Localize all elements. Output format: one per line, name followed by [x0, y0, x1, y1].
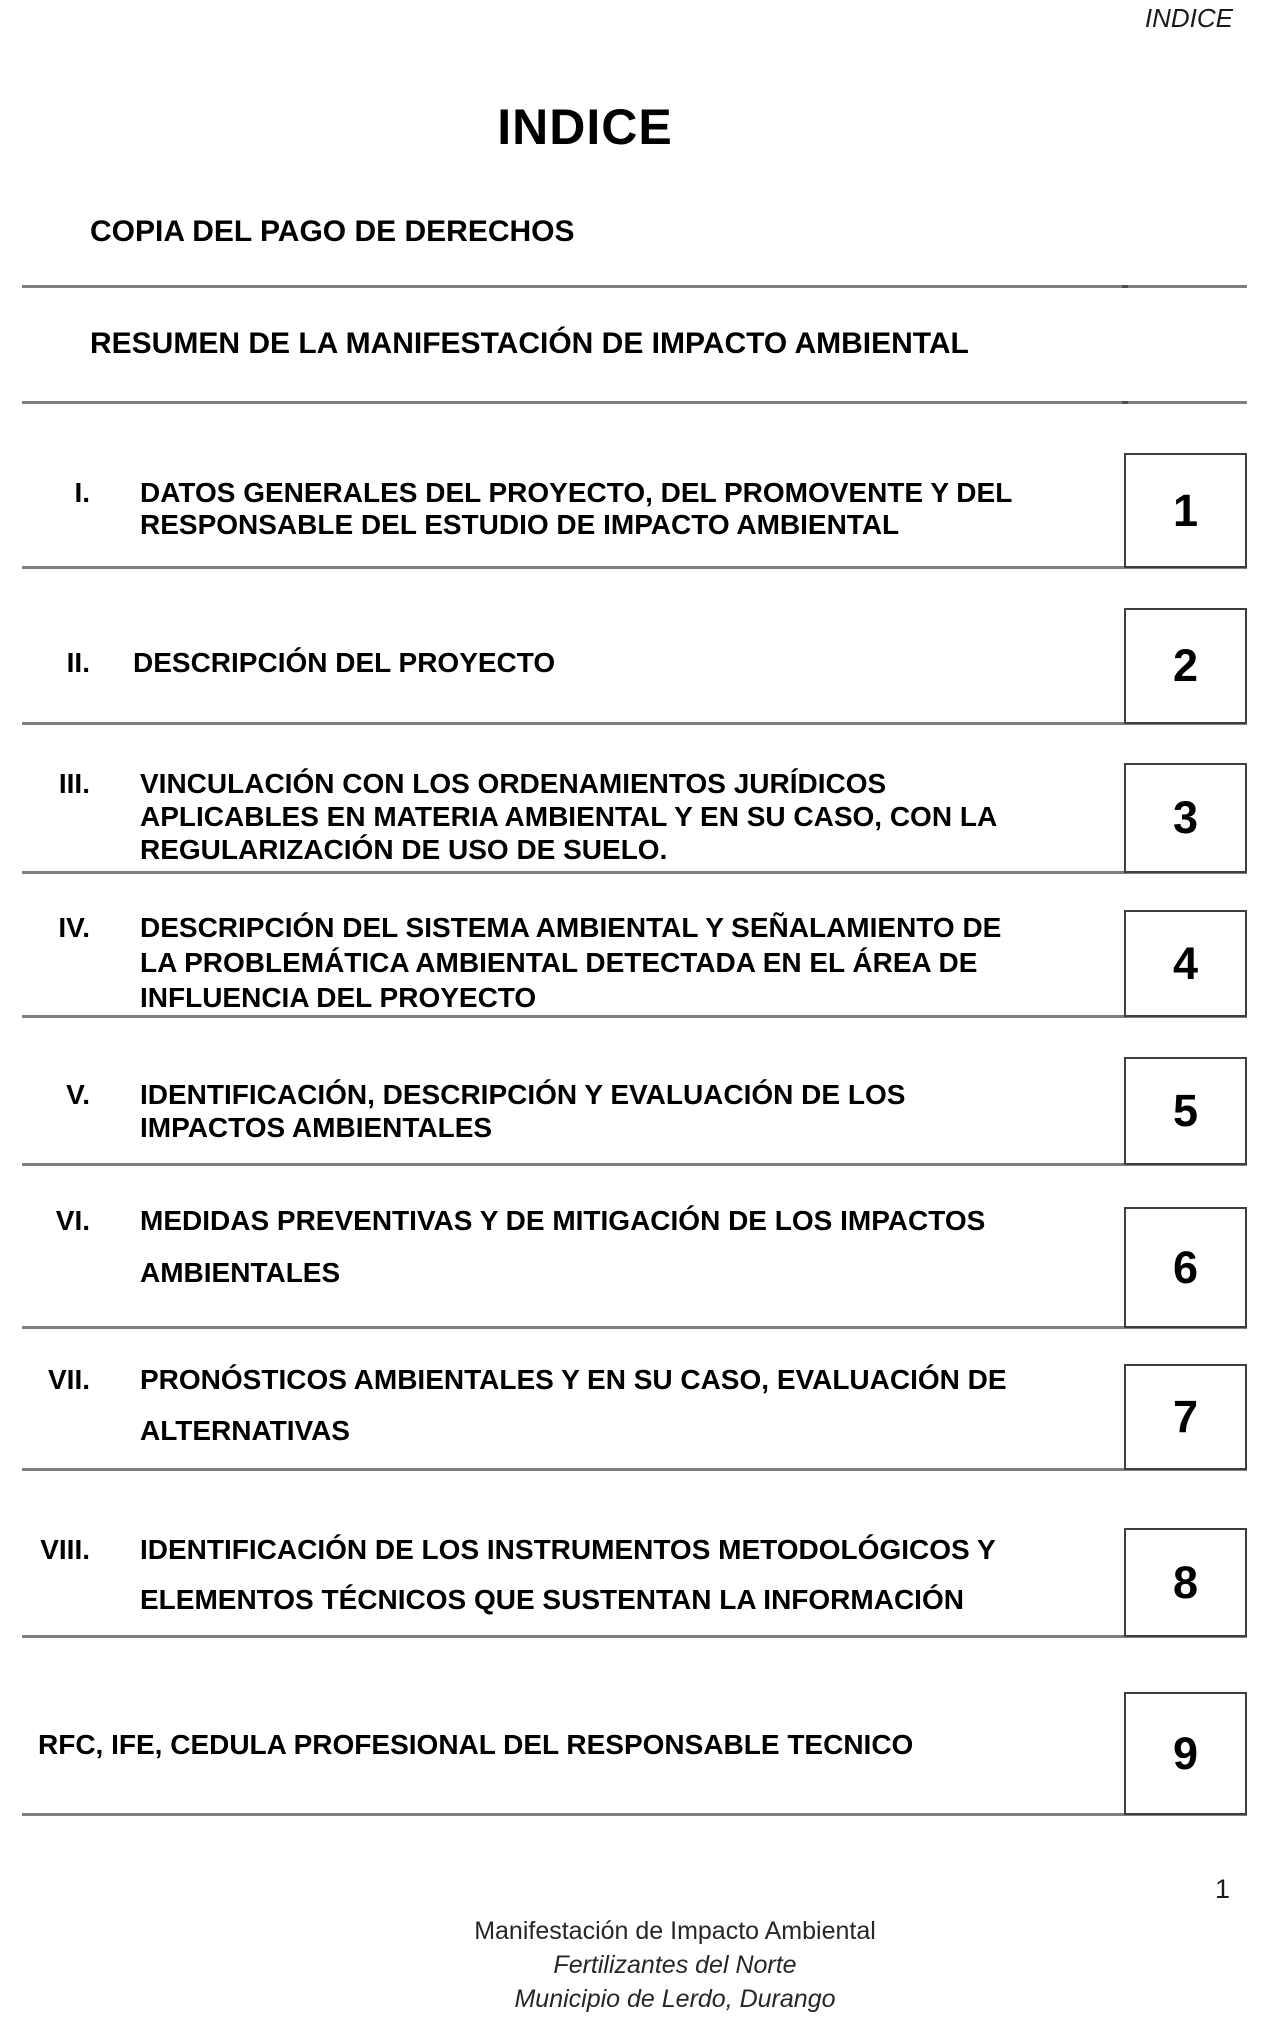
toc-numeral-V: V. — [66, 1079, 90, 1110]
row-divider — [22, 871, 1247, 874]
page-number: 1 — [1214, 1874, 1230, 1904]
toc-item-VI-line-1: MEDIDAS PREVENTIVAS Y DE MITIGACIÓN DE LOS IMPACTOS — [140, 1205, 986, 1236]
toc-numeral-III: III. — [58, 768, 90, 799]
toc-entry-copia-pago: COPIA DEL PAGO DE DERECHOS — [90, 215, 575, 248]
page-number-box-2: 2 — [1124, 608, 1247, 724]
page-number-box-9: 9 — [1124, 1692, 1247, 1815]
page-number-box-8: 8 — [1124, 1528, 1247, 1637]
page-number-box-4: 4 — [1124, 910, 1247, 1017]
toc-item-V-line-2: IMPACTOS AMBIENTALES — [140, 1112, 493, 1143]
toc-item-VIII-line-2: ELEMENTOS TÉCNICOS QUE SUSTENTAN LA INFORMACIÓN — [140, 1584, 964, 1615]
toc-numeral-VII: VII. — [47, 1364, 90, 1395]
footer-company-name: Fertilizantes del Norte — [553, 1951, 797, 1979]
footer-location: Municipio de Lerdo, Durango — [514, 1985, 836, 2013]
toc-item-VII-line-1: PRONÓSTICOS AMBIENTALES Y EN SU CASO, EVALUACIÓN DE — [140, 1364, 1007, 1395]
row-divider — [22, 401, 1247, 404]
toc-entry-resumen: RESUMEN DE LA MANIFESTACIÓN DE IMPACTO AMBIENTAL — [90, 327, 969, 360]
running-head: INDICE — [1144, 3, 1233, 33]
toc-item-IV-line-3: INFLUENCIA DEL PROYECTO — [140, 982, 537, 1013]
toc-numeral-II: II. — [66, 647, 90, 678]
page-title: INDICE — [497, 99, 673, 155]
footer-document-title: Manifestación de Impacto Ambiental — [474, 1917, 876, 1945]
toc-item-VII-line-2: ALTERNATIVAS — [140, 1415, 350, 1446]
column-divider-tick — [1122, 285, 1128, 288]
toc-item-III-line-1: VINCULACIÓN CON LOS ORDENAMIENTOS JURÍDICOS — [140, 768, 887, 799]
toc-item-V-line-1: IDENTIFICACIÓN, DESCRIPCIÓN Y EVALUACIÓN DE LOS — [140, 1079, 906, 1110]
toc-item-II-line-1: DESCRIPCIÓN DEL PROYECTO — [133, 647, 556, 678]
toc-item-VI-line-2: AMBIENTALES — [140, 1257, 341, 1288]
toc-item-I-line-2: RESPONSABLE DEL ESTUDIO DE IMPACTO AMBIENTAL — [140, 509, 900, 540]
toc-item-I-line-1: DATOS GENERALES DEL PROYECTO, DEL PROMOVENTE Y DEL — [140, 477, 1013, 508]
row-divider — [22, 1635, 1247, 1638]
row-divider — [22, 1163, 1247, 1166]
row-divider — [22, 722, 1247, 725]
row-divider — [22, 566, 1247, 569]
page-number-box-7: 7 — [1124, 1364, 1247, 1470]
toc-item-IV-line-2: LA PROBLEMÁTICA AMBIENTAL DETECTADA EN EL ÁREA DE — [140, 947, 978, 978]
page-number-box-3: 3 — [1124, 763, 1247, 873]
toc-numeral-I: I. — [74, 477, 90, 508]
column-divider-tick — [1122, 401, 1128, 404]
page-number-box-5: 5 — [1124, 1057, 1247, 1165]
row-divider — [22, 1468, 1247, 1471]
toc-item-IV-line-1: DESCRIPCIÓN DEL SISTEMA AMBIENTAL Y SEÑALAMIENTO DE — [140, 912, 1002, 943]
toc-item-VIII-line-1: IDENTIFICACIÓN DE LOS INSTRUMENTOS METODOLÓGICOS Y — [140, 1534, 996, 1565]
toc-item-III-line-2: APLICABLES EN MATERIA AMBIENTAL Y EN SU CASO, CON LA — [140, 801, 998, 832]
toc-numeral-VI: VI. — [55, 1205, 90, 1236]
page-number-box-6: 6 — [1124, 1207, 1247, 1328]
row-divider — [22, 1326, 1247, 1329]
toc-numeral-IV: IV. — [58, 912, 90, 943]
row-divider — [22, 285, 1247, 288]
row-divider — [22, 1813, 1247, 1816]
toc-entry-rfc: RFC, IFE, CEDULA PROFESIONAL DEL RESPONSABLE TECNICO — [38, 1729, 914, 1760]
row-divider — [22, 1015, 1247, 1018]
toc-item-III-line-3: REGULARIZACIÓN DE USO DE SUELO. — [140, 834, 668, 865]
page-number-box-1: 1 — [1124, 453, 1247, 568]
toc-numeral-VIII: VIII. — [40, 1534, 90, 1565]
